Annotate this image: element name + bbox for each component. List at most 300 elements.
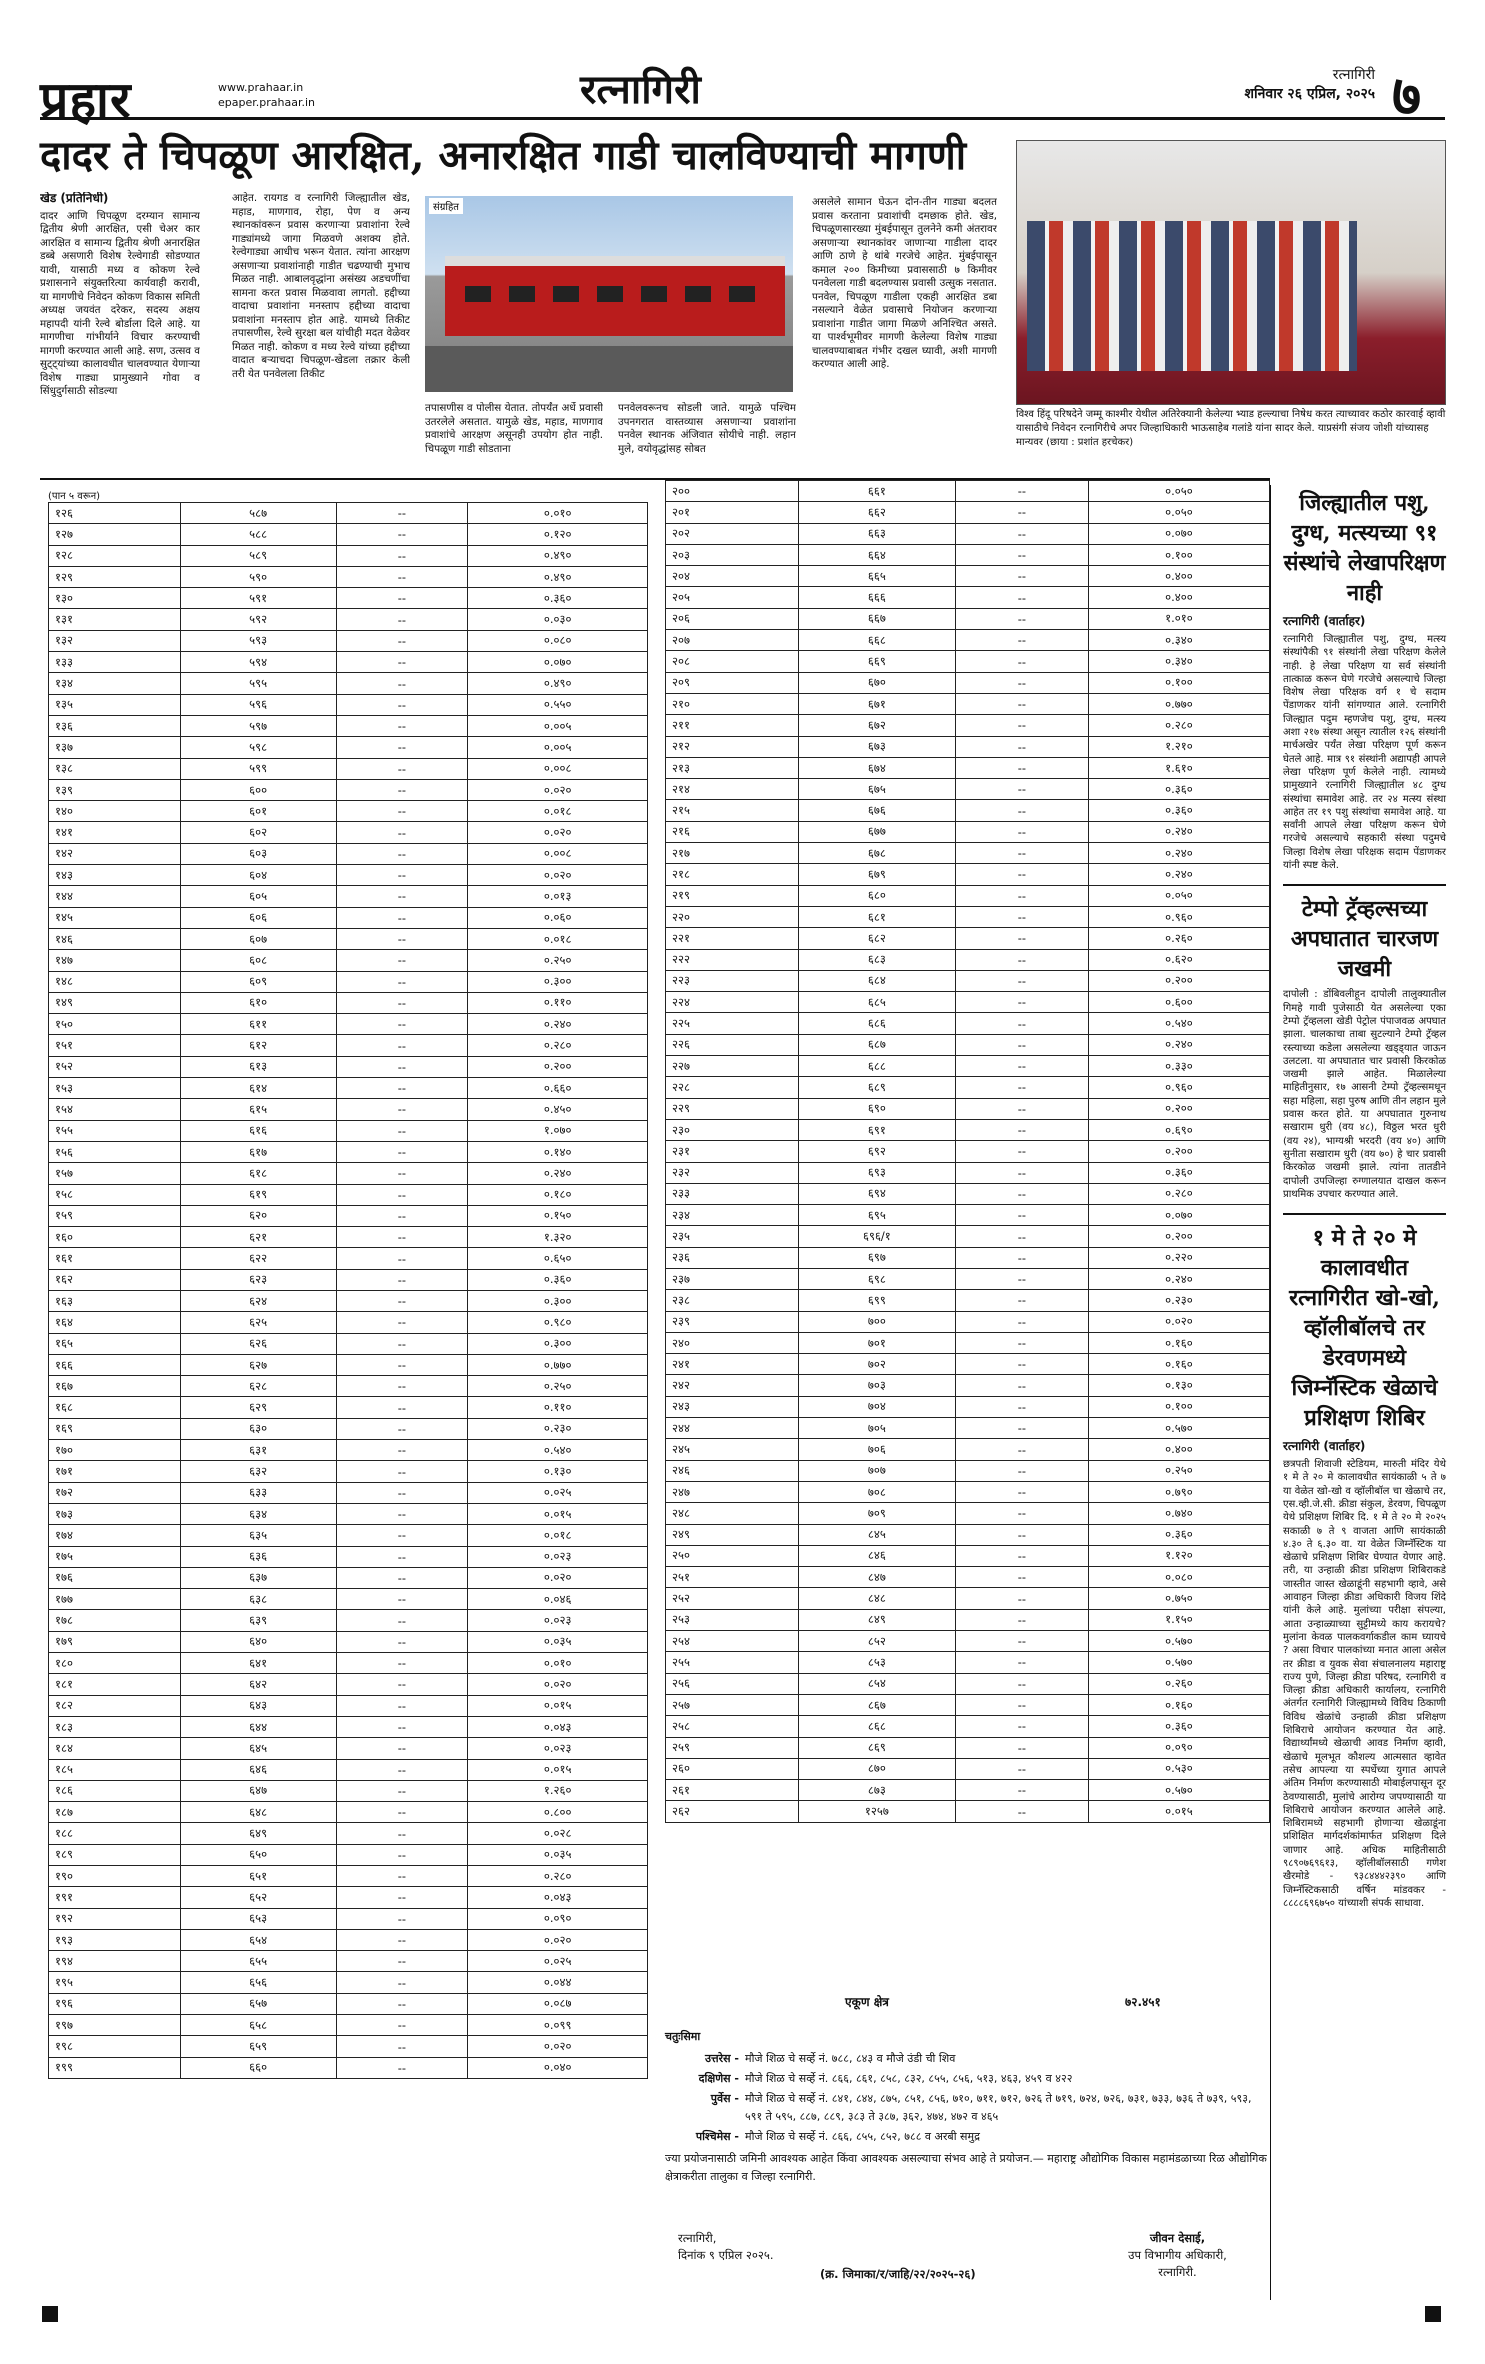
sub-division: -- xyxy=(955,1290,1088,1311)
table-row xyxy=(666,1247,1270,1268)
serial-number: २४० xyxy=(666,1332,799,1353)
sub-division: -- xyxy=(955,885,1088,906)
sub-division: -- xyxy=(336,652,468,673)
table-row xyxy=(666,1056,1270,1077)
sub-division: -- xyxy=(955,757,1088,778)
article-text: आहेत. रायगड व रत्नागिरी जिल्ह्यातील खेड, महाड, माणगाव, रोहा, पेण व अन्य स्थानकांवरून प्रवास करणाऱ्या प्रवाशांना रेल्वे गाड्यांमध्ये जागा मिळवणे अशक्य होते. रेल्वेगाड्या आधीच भरून येतात. त्यांना आरक्षण असणाऱ्या प्रवाशांनाही गाडीत चढण्याची मुभाच मिळत नाही. आबालवृद्धांना असंख्य अडचणींचा सामना करत प्रवास मिळवावा लागतो. हद्दीच्या वादाचा प्रवाशांना मनस्ताप हद्दीच्या वादाचा प्रवाशांना मनस्ताप होत आहे. यामध्ये तिकीट तपासणीस, रेल्वे सुरक्षा बल यांचीही मदत वेळेवर मिळत नाही. कोकण व मध्य रेल्वे यांच्या हद्दीच्या वादात बऱ्याचदा चिपळूण-खेडला तक्रार केली तरी येत पनवेलला तिकीट xyxy=(232,192,410,380)
sub-division: -- xyxy=(955,715,1088,736)
sub-division: -- xyxy=(336,1887,468,1908)
area-value: ०.६२० xyxy=(1088,949,1269,970)
officer-designation: उप विभागीय अधिकारी, xyxy=(1128,2248,1227,2262)
area-value: ०.२०० xyxy=(1088,1098,1269,1119)
table-row xyxy=(49,503,648,524)
sub-division: -- xyxy=(336,779,468,800)
serial-number: २१७ xyxy=(666,843,799,864)
sub-division: -- xyxy=(336,1397,468,1418)
survey-number: ६८९ xyxy=(798,1077,955,1098)
area-value: ०.२३० xyxy=(1088,1290,1269,1311)
serial-number: १९४ xyxy=(49,1951,181,1972)
survey-number: ६८२ xyxy=(798,928,955,949)
survey-number: ८५३ xyxy=(798,1652,955,1673)
serial-number: २०५ xyxy=(666,587,799,608)
survey-number: ८६९ xyxy=(798,1737,955,1758)
area-value: ०.६९० xyxy=(1088,1119,1269,1140)
area-value: ०.३४० xyxy=(1088,630,1269,651)
boundary-row xyxy=(665,2070,1270,2088)
survey-number: ६७३ xyxy=(798,736,955,757)
area-value: ०.१३० xyxy=(468,1461,648,1482)
table-row xyxy=(666,1481,1270,1502)
sub-division: -- xyxy=(955,1801,1088,1822)
survey-number: ६६७ xyxy=(798,608,955,629)
serial-number: १२७ xyxy=(49,524,181,545)
area-value: ०.२०० xyxy=(1088,1226,1269,1247)
survey-number: ८४७ xyxy=(798,1567,955,1588)
area-value: ०.३०० xyxy=(468,1290,648,1311)
serial-number: २०० xyxy=(666,481,799,502)
table-row xyxy=(49,1141,648,1162)
area-value: १.१२० xyxy=(1088,1545,1269,1566)
serial-number: १४४ xyxy=(49,886,181,907)
land-table-right xyxy=(665,480,1270,1823)
area-value: ०.२८० xyxy=(1088,1183,1269,1204)
survey-number: ५९३ xyxy=(180,630,336,651)
sub-division: -- xyxy=(955,1205,1088,1226)
table-row xyxy=(49,2015,648,2036)
area-value: ०.६०० xyxy=(1088,992,1269,1013)
serial-number: २५१ xyxy=(666,1567,799,1588)
table-row xyxy=(666,928,1270,949)
serial-number: २४७ xyxy=(666,1481,799,1502)
survey-number: ६४५ xyxy=(180,1738,336,1759)
area-value: ०.५७० xyxy=(1088,1652,1269,1673)
area-value: ०.०५० xyxy=(1088,502,1269,523)
boundary-key: दक्षिणेस - xyxy=(698,2072,739,2085)
area-value: ०.०२५ xyxy=(468,1482,648,1503)
sub-division: -- xyxy=(336,822,468,843)
sub-division: -- xyxy=(336,1653,468,1674)
sub-division: -- xyxy=(955,736,1088,757)
survey-number: ६४२ xyxy=(180,1674,336,1695)
sub-division: -- xyxy=(955,1418,1088,1439)
area-value: ०.०२३ xyxy=(468,1610,648,1631)
area-value: ०.२३० xyxy=(468,1418,648,1439)
area-value: ०.२४० xyxy=(1088,864,1269,885)
table-row xyxy=(49,694,648,715)
officer-name: जीवन देसाई, xyxy=(1149,2231,1206,2245)
sub-division: -- xyxy=(336,1141,468,1162)
article-col-5 xyxy=(812,196,997,477)
sub-division: -- xyxy=(955,1439,1088,1460)
survey-number: ६९३ xyxy=(798,1162,955,1183)
survey-number: ६२५ xyxy=(180,1312,336,1333)
survey-number: ६०३ xyxy=(180,843,336,864)
survey-number: ८५२ xyxy=(798,1631,955,1652)
survey-number: ५९८ xyxy=(180,737,336,758)
divider xyxy=(1283,1213,1446,1215)
sub-division: -- xyxy=(955,843,1088,864)
area-value: ०.२०० xyxy=(1088,970,1269,991)
serial-number: २५४ xyxy=(666,1631,799,1652)
serial-number: २३३ xyxy=(666,1183,799,1204)
area-value: ०.५४० xyxy=(1088,1013,1269,1034)
area-value: ०.९८० xyxy=(468,1312,648,1333)
serial-number: १७९ xyxy=(49,1631,181,1652)
table-row xyxy=(666,779,1270,800)
serial-number: २१४ xyxy=(666,779,799,800)
area-value: ०.५७० xyxy=(1088,1780,1269,1801)
survey-number: ६६६ xyxy=(798,587,955,608)
land-table-left xyxy=(48,502,648,2079)
area-value: १.२६० xyxy=(468,1780,648,1801)
sub-division: -- xyxy=(955,1758,1088,1779)
serial-number: २२३ xyxy=(666,970,799,991)
area-value: ०.०१५ xyxy=(1088,1801,1269,1822)
survey-number: ५९५ xyxy=(180,673,336,694)
serial-number: २१० xyxy=(666,693,799,714)
serial-number: १८३ xyxy=(49,1716,181,1737)
table-row xyxy=(666,608,1270,629)
serial-number: १९५ xyxy=(49,1972,181,1993)
urls xyxy=(218,80,315,110)
boundary-value: मौजे शिळ चे सर्व्हे नं. ७८८, ८४३ व मौजे उंडी ची शिव xyxy=(745,2052,956,2065)
area-value: ०.०७० xyxy=(1088,1205,1269,1226)
survey-number: ६४१ xyxy=(180,1653,336,1674)
article-text: असलेले सामान घेऊन दोन-तीन गाड्या बदलत प्रवास करताना प्रवाशांची दमछाक होते. खेड, चिपळूणसारख्या मुंबईपासून तुलनेने कमी अंतरावर असणाऱ्या स्थानकांवर जाणाऱ्या गाडीला दादर आणि ठाणे हे थांबे गरजेचे आहेत. मुंबईपासून कमाल २०० किमीच्या प्रवाससाठी ७ किमीवर पनवेलला गाडी बदलण्यास प्रवासी उत्सुक नसतात. पनवेल, चिपळूण गाडीला एकही आरक्षित डबा नसल्याने वेळेत प्रवासाचे नियोजन करणाऱ्या प्रवाशांना गाडीत जागा मिळणे अनिश्चित असते. या पार्श्वभूमीवर मागणी केलेल्या विशेष गाड्या चालवण्याबाबत गंभीर दखल घ्यावी, अशी मागणी करण्यात आली आहे. xyxy=(812,196,997,370)
survey-number: ७०९ xyxy=(798,1503,955,1524)
table-row xyxy=(49,1333,648,1354)
sub-division: -- xyxy=(336,1780,468,1801)
sub-division: -- xyxy=(336,1163,468,1184)
table-row xyxy=(49,1759,648,1780)
people-group xyxy=(1027,221,1357,371)
registration-mark xyxy=(1425,2306,1441,2322)
area-value: ०.४९० xyxy=(468,673,648,694)
serial-number: २५७ xyxy=(666,1694,799,1715)
sub-division: -- xyxy=(955,587,1088,608)
survey-number: ६०५ xyxy=(180,886,336,907)
sub-division: -- xyxy=(336,1205,468,1226)
registration-mark xyxy=(42,2306,58,2322)
table-row xyxy=(49,652,648,673)
serial-number: २०१ xyxy=(666,502,799,523)
survey-number: ८५४ xyxy=(798,1673,955,1694)
area-value: ०.०१५ xyxy=(468,1503,648,1524)
area-value: ०.५५० xyxy=(468,694,648,715)
area-value: ०.७७० xyxy=(468,1354,648,1375)
sub-division: -- xyxy=(955,693,1088,714)
serial-number: १७३ xyxy=(49,1503,181,1524)
area-value: ०.२५० xyxy=(468,950,648,971)
survey-number: ६७७ xyxy=(798,821,955,842)
serial-number: १४० xyxy=(49,801,181,822)
survey-number: ६५९ xyxy=(180,2036,336,2057)
area-value: ०.०३० xyxy=(468,609,648,630)
side-headline-3: १ मे ते २० मे कालावधीत रत्नागिरीत खो-खो, व्हॉलीबॉलचे तर डेरवणमध्ये जिम्नॅस्टिक खेळाचे प्रशिक्षण शिबिर xyxy=(1289,1225,1440,1432)
serial-number: २४८ xyxy=(666,1503,799,1524)
table-row xyxy=(666,481,1270,502)
survey-number: ६१६ xyxy=(180,1120,336,1141)
survey-number: ५८७ xyxy=(180,503,336,524)
sub-division: -- xyxy=(955,992,1088,1013)
serial-number: २३९ xyxy=(666,1311,799,1332)
table-row xyxy=(49,971,648,992)
area-value: ०.१०० xyxy=(1088,544,1269,565)
table-row xyxy=(49,1078,648,1099)
survey-number: ६०४ xyxy=(180,865,336,886)
table-row xyxy=(666,1588,1270,1609)
area-value: ०.०९० xyxy=(468,1908,648,1929)
survey-number: ६५३ xyxy=(180,1908,336,1929)
side-dateline-1: रत्नागिरी (वार्ताहर) xyxy=(1283,614,1366,628)
table-row xyxy=(666,1694,1270,1715)
serial-number: २३१ xyxy=(666,1141,799,1162)
table-row xyxy=(666,1375,1270,1396)
survey-number: ५८९ xyxy=(180,545,336,566)
sub-division: -- xyxy=(336,1695,468,1716)
survey-number: ६१४ xyxy=(180,1078,336,1099)
serial-number: २२९ xyxy=(666,1098,799,1119)
area-value: ०.३६० xyxy=(468,1269,648,1290)
sub-division: -- xyxy=(336,886,468,907)
sub-division: -- xyxy=(336,843,468,864)
survey-number: ६६० xyxy=(180,2057,336,2078)
table-row xyxy=(666,1013,1270,1034)
area-value: ०.६५० xyxy=(468,1248,648,1269)
survey-number: ६८५ xyxy=(798,992,955,1013)
sub-division: -- xyxy=(336,1461,468,1482)
area-value: ०.३६० xyxy=(1088,779,1269,800)
sub-division: -- xyxy=(336,1035,468,1056)
area-value: ०.१२० xyxy=(468,524,648,545)
sub-division: -- xyxy=(336,1525,468,1546)
sub-division: -- xyxy=(336,737,468,758)
serial-number: १६२ xyxy=(49,1269,181,1290)
sub-division: -- xyxy=(955,800,1088,821)
serial-number: १५१ xyxy=(49,1035,181,1056)
sub-division: -- xyxy=(336,928,468,949)
table-row xyxy=(666,1545,1270,1566)
sub-division: -- xyxy=(955,1396,1088,1417)
sub-division: -- xyxy=(955,1226,1088,1247)
table-row xyxy=(666,992,1270,1013)
survey-number: ६१९ xyxy=(180,1184,336,1205)
table-row xyxy=(49,1993,648,2014)
sign-date: दिनांक ९ एप्रिल २०२५. xyxy=(678,2248,774,2262)
table-row xyxy=(49,1674,648,1695)
serial-number: १६० xyxy=(49,1227,181,1248)
area-value: ०.३३० xyxy=(1088,1056,1269,1077)
serial-number: २४५ xyxy=(666,1439,799,1460)
table-row xyxy=(49,950,648,971)
sub-division: -- xyxy=(955,928,1088,949)
sub-division: -- xyxy=(336,1376,468,1397)
sub-division: -- xyxy=(336,1440,468,1461)
sub-division: -- xyxy=(336,1503,468,1524)
table-row xyxy=(49,1269,648,1290)
survey-number: ६१७ xyxy=(180,1141,336,1162)
table-row xyxy=(666,757,1270,778)
sub-division: -- xyxy=(955,970,1088,991)
area-value: ०.७७० xyxy=(1088,693,1269,714)
sign-place: रत्नागिरी, xyxy=(678,2231,717,2245)
serial-number: १७५ xyxy=(49,1546,181,1567)
survey-number: ६५६ xyxy=(180,1972,336,1993)
table-row xyxy=(49,2036,648,2057)
table-row xyxy=(49,588,648,609)
serial-number: १८७ xyxy=(49,1802,181,1823)
table-row xyxy=(666,1609,1270,1630)
serial-number: २३६ xyxy=(666,1247,799,1268)
survey-number: ६९६/१ xyxy=(798,1226,955,1247)
serial-number: १७० xyxy=(49,1440,181,1461)
survey-number: ६९२ xyxy=(798,1141,955,1162)
table-row xyxy=(49,1014,648,1035)
area-value: ०.०३५ xyxy=(468,1844,648,1865)
sub-division: -- xyxy=(955,1141,1088,1162)
area-value: ०.११० xyxy=(468,1397,648,1418)
table-row xyxy=(666,1332,1270,1353)
survey-number: ६७५ xyxy=(798,779,955,800)
serial-number: १६५ xyxy=(49,1333,181,1354)
sub-division: -- xyxy=(336,1099,468,1120)
table-row xyxy=(49,1546,648,1567)
purpose-note: ज्या प्रयोजनासाठी जमिनी आवश्यक आहेत किंवा आवश्यक असल्याचा संभव आहे ते प्रयोजन.— महाराष्ट्र औद्योगिक विकास महामंडळाच्या रिळ औद्योगिक क्षेत्राकरीता तालुका व जिल्हा रत्नागिरी. xyxy=(665,2152,1267,2183)
survey-number: ५९२ xyxy=(180,609,336,630)
survey-number: ६२० xyxy=(180,1205,336,1226)
serial-number: १३३ xyxy=(49,652,181,673)
serial-number: १३२ xyxy=(49,630,181,651)
survey-number: ६९५ xyxy=(798,1205,955,1226)
area-value: ०.१६० xyxy=(1088,1354,1269,1375)
area-value: ०.०१५ xyxy=(468,1695,648,1716)
survey-number: ६०६ xyxy=(180,907,336,928)
survey-number: ६१८ xyxy=(180,1163,336,1184)
survey-number: ६०१ xyxy=(180,801,336,822)
boundary-row xyxy=(665,2090,1270,2126)
serial-number: २३४ xyxy=(666,1205,799,1226)
table-row xyxy=(49,1120,648,1141)
sub-division: -- xyxy=(336,1993,468,2014)
area-value: ०.०३५ xyxy=(468,1631,648,1652)
epaper-link[interactable]: epaper.prahaar.in xyxy=(218,96,315,109)
survey-number: ६४६ xyxy=(180,1759,336,1780)
url-link[interactable]: www.prahaar.in xyxy=(218,81,304,94)
sub-division: -- xyxy=(955,1375,1088,1396)
serial-number: १३८ xyxy=(49,758,181,779)
area-value: ०.३०० xyxy=(468,1333,648,1354)
area-value: ०.१३० xyxy=(1088,1375,1269,1396)
train-photo xyxy=(425,196,793,392)
sub-division: -- xyxy=(955,1673,1088,1694)
table-row xyxy=(666,1354,1270,1375)
article-col-3 xyxy=(425,402,603,477)
survey-number: १२५७ xyxy=(798,1801,955,1822)
sub-division: -- xyxy=(955,544,1088,565)
sub-division: -- xyxy=(955,1545,1088,1566)
area-value: १.३२० xyxy=(468,1227,648,1248)
sub-division: -- xyxy=(336,1418,468,1439)
survey-number: ६९९ xyxy=(798,1290,955,1311)
serial-number: १५३ xyxy=(49,1078,181,1099)
area-value: ०.२८० xyxy=(468,1866,648,1887)
serial-number: १८१ xyxy=(49,1674,181,1695)
survey-number: ५८८ xyxy=(180,524,336,545)
serial-number: १६९ xyxy=(49,1418,181,1439)
survey-number: ६९० xyxy=(798,1098,955,1119)
table-row xyxy=(666,949,1270,970)
survey-number: ६२७ xyxy=(180,1354,336,1375)
sub-division: -- xyxy=(955,1077,1088,1098)
divider xyxy=(1283,884,1446,886)
area-value: ०.२४० xyxy=(468,1014,648,1035)
table-row xyxy=(49,1099,648,1120)
serial-number: २०७ xyxy=(666,630,799,651)
sub-division: -- xyxy=(336,1929,468,1950)
survey-number: ६३१ xyxy=(180,1440,336,1461)
table-row xyxy=(666,885,1270,906)
survey-number: ६६५ xyxy=(798,566,955,587)
sub-division: -- xyxy=(955,1737,1088,1758)
serial-number: १३५ xyxy=(49,694,181,715)
area-value: १.१५० xyxy=(1088,1609,1269,1630)
survey-number: ६५८ xyxy=(180,2015,336,2036)
survey-number: ६३५ xyxy=(180,1525,336,1546)
survey-number: ६५७ xyxy=(180,1993,336,2014)
serial-number: १५० xyxy=(49,1014,181,1035)
area-value: ०.०१८ xyxy=(468,928,648,949)
serial-number: १९१ xyxy=(49,1887,181,1908)
serial-number: १७७ xyxy=(49,1589,181,1610)
table-row xyxy=(49,1567,648,1588)
sub-division: -- xyxy=(336,1610,468,1631)
area-value: ०.३४० xyxy=(1088,651,1269,672)
area-value: ०.५३० xyxy=(1088,1758,1269,1779)
survey-number: ६७४ xyxy=(798,757,955,778)
serial-number: १९३ xyxy=(49,1929,181,1950)
table-row xyxy=(666,1652,1270,1673)
sub-division: -- xyxy=(336,1482,468,1503)
side-column xyxy=(1283,488,1446,1922)
sub-division: -- xyxy=(955,949,1088,970)
survey-number: ७०१ xyxy=(798,1332,955,1353)
table-row xyxy=(49,1844,648,1865)
serial-number: २५२ xyxy=(666,1588,799,1609)
sub-division: -- xyxy=(336,865,468,886)
survey-number: ६०९ xyxy=(180,971,336,992)
serial-number: १५७ xyxy=(49,1163,181,1184)
serial-number: २५८ xyxy=(666,1716,799,1737)
serial-number: २४३ xyxy=(666,1396,799,1417)
table-row xyxy=(666,1524,1270,1545)
sub-division: -- xyxy=(336,1631,468,1652)
table-row xyxy=(49,779,648,800)
serial-number: १८९ xyxy=(49,1844,181,1865)
platform xyxy=(425,346,793,392)
sub-division: -- xyxy=(336,1248,468,1269)
table-row xyxy=(666,1758,1270,1779)
table-row xyxy=(49,1290,648,1311)
side-text-2: दापोली : डोंबिवलीहून दापोली तालुक्यातील गिमहे गावी पुजेसाठी येत असलेल्या एका टेम्पो ट्रॅव्हलला खेडी पेट्रोल पंपाजवळ अपघात झाला. चालकाचा ताबा सुटल्याने टेम्पो ट्रॅव्हल रस्त्याच्या कडेला असलेल्या खड्ड्यात जाऊन उलटला. या अपघातात चार प्रवासी किरकोळ जखमी झाले आहेत. मिळालेल्या माहितीनुसार, १७ आसनी टेम्पो ट्रॅव्हल्समधून सहा महिला, सहा पुरुष आणि तीन लहान मुले प्रवास करत होते. या अपघातात गुरुनाथ सखाराम धुरी (वय ४८), विठ्ठल भरत धुरी (वय २४), भाग्यश्री भरदरी (वय ४०) आणि सुनीता सखाराम धुरी (वय ७०) हे चार प्रवासी किरकोळ जखमी झाले. त्यांना तातडीने दापोली उपजिल्हा रुग्णालयात दाखल करून प्राथमिक उपचार करण्यात आले. xyxy=(1283,989,1446,1200)
table-row xyxy=(49,1503,648,1524)
article-text: तपासणीस व पोलीस येतात. तोपर्यंत अर्धे प्रवासी उतरलेले असतात. यामुळे खेड, महाड, माणगाव प्रवाशांचे आरक्षण असूनही उपयोग होत नाही. चिपळूण गाडी सोडताना xyxy=(425,402,603,455)
table-row xyxy=(49,865,648,886)
serial-number: २२६ xyxy=(666,1034,799,1055)
survey-number: ६८३ xyxy=(798,949,955,970)
survey-number: ८४९ xyxy=(798,1609,955,1630)
serial-number: १३७ xyxy=(49,737,181,758)
sub-division: -- xyxy=(336,715,468,736)
